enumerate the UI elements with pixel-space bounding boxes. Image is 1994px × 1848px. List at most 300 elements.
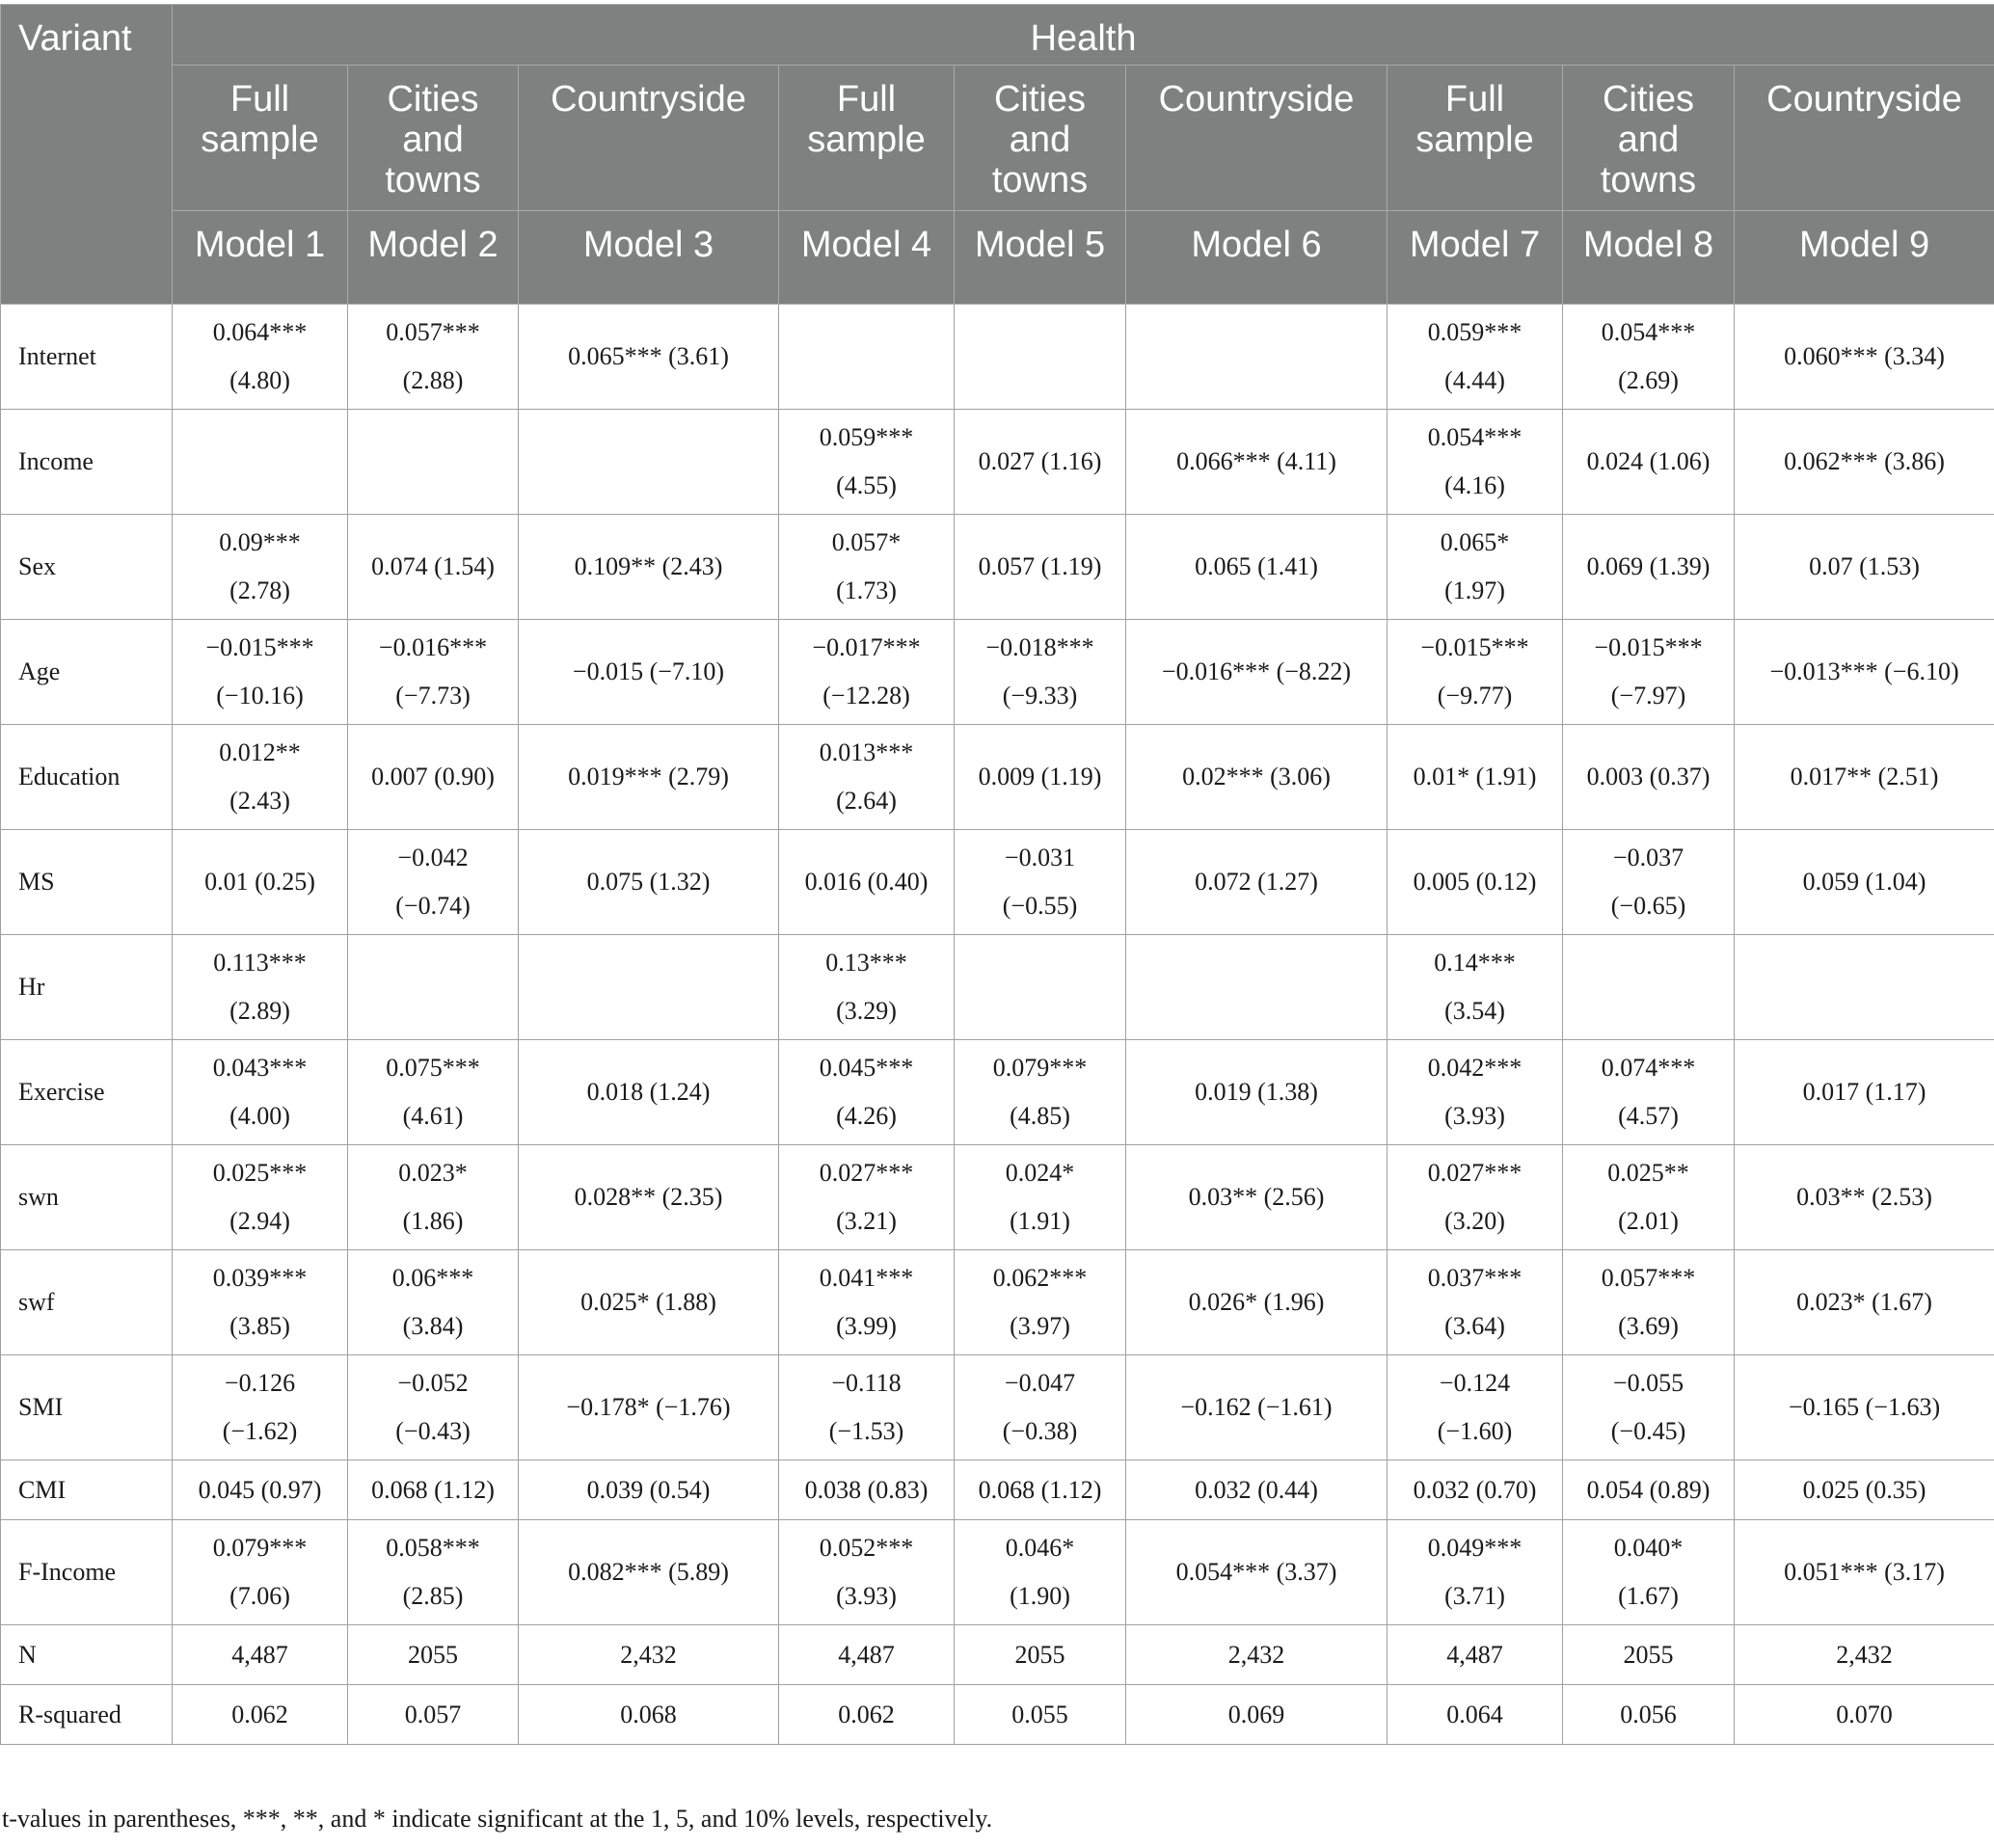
model-header: Model 5 bbox=[955, 211, 1126, 305]
table-cell bbox=[955, 1145, 1126, 1250]
cell-estimate: 0.072 (1.27) bbox=[1195, 868, 1318, 896]
cell-estimate: 0.018 (1.24) bbox=[586, 1078, 711, 1106]
table-row bbox=[1, 515, 1994, 620]
model-header: Model 4 bbox=[779, 211, 955, 305]
table-row bbox=[1, 725, 1994, 830]
table-cell bbox=[955, 305, 1126, 410]
cell-estimate: 0.062 bbox=[231, 1700, 288, 1728]
model-header: Model 8 bbox=[1563, 211, 1735, 305]
table-cell bbox=[1735, 515, 1994, 620]
cell-tvalue: (3.93) bbox=[1444, 1102, 1505, 1130]
cell-tvalue: (2.88) bbox=[402, 366, 464, 394]
table-cell bbox=[1563, 620, 1735, 725]
cell-estimate: 0.027*** bbox=[1427, 1159, 1522, 1187]
cell-tvalue: (−7.73) bbox=[395, 682, 471, 710]
table-row bbox=[1, 1520, 1994, 1625]
cell-estimate: 0.027*** bbox=[819, 1159, 914, 1187]
cell-estimate: 0.069 bbox=[1227, 1700, 1285, 1728]
row-label: swn bbox=[1, 1145, 173, 1250]
table-cell bbox=[1126, 1250, 1388, 1355]
table-cell bbox=[173, 1355, 348, 1460]
cell-tvalue: (−7.97) bbox=[1610, 682, 1686, 710]
cell-estimate: 0.016 (0.40) bbox=[804, 868, 929, 896]
cell-estimate: 0.057*** bbox=[1601, 1264, 1696, 1292]
table-cell bbox=[173, 410, 348, 515]
sample-header: Cities and towns bbox=[955, 66, 1126, 211]
table-cell bbox=[1388, 725, 1563, 830]
cell-estimate: 0.019 (1.38) bbox=[1195, 1078, 1318, 1106]
table-cell bbox=[348, 515, 519, 620]
table-cell bbox=[173, 1145, 348, 1250]
cell-tvalue: (2.89) bbox=[229, 997, 290, 1025]
table-cell bbox=[1735, 725, 1994, 830]
cell-estimate: 0.03** (2.53) bbox=[1796, 1183, 1932, 1211]
table-cell bbox=[1735, 1250, 1994, 1355]
cell-estimate: −0.015*** bbox=[205, 633, 314, 661]
table-cell bbox=[1126, 1355, 1388, 1460]
cell-tvalue: (3.54) bbox=[1444, 997, 1505, 1025]
table-row bbox=[1, 1145, 1994, 1250]
cell-estimate: 0.046* bbox=[1005, 1534, 1075, 1562]
table-cell bbox=[779, 1145, 955, 1250]
table-cell bbox=[519, 935, 779, 1040]
table-cell bbox=[519, 1040, 779, 1145]
cell-estimate: 0.025** bbox=[1607, 1159, 1689, 1187]
cell-estimate: 0.09*** bbox=[219, 528, 301, 556]
table-cell bbox=[1735, 1520, 1994, 1625]
table-cell bbox=[1388, 515, 1563, 620]
table-cell bbox=[955, 1040, 1126, 1145]
table-cell bbox=[1388, 830, 1563, 935]
sample-header: Countryside bbox=[1126, 66, 1388, 211]
cell-estimate: −0.013*** (−6.10) bbox=[1769, 657, 1959, 685]
table-cell bbox=[1563, 1685, 1735, 1745]
table-cell bbox=[173, 935, 348, 1040]
table-cell bbox=[348, 305, 519, 410]
cell-estimate: 4,487 bbox=[838, 1640, 895, 1669]
cell-tvalue: (7.06) bbox=[229, 1582, 290, 1610]
cell-tvalue: (3.71) bbox=[1444, 1582, 1505, 1610]
model-header: Model 1 bbox=[173, 211, 348, 305]
cell-estimate: 0.013*** bbox=[819, 738, 914, 766]
cell-estimate: −0.037 bbox=[1612, 844, 1684, 871]
cell-tvalue: (2.69) bbox=[1618, 366, 1679, 394]
cell-tvalue: (3.20) bbox=[1444, 1207, 1505, 1235]
table-cell bbox=[955, 1355, 1126, 1460]
cell-estimate: 0.13*** bbox=[825, 949, 907, 977]
cell-estimate: 0.057* bbox=[831, 528, 902, 556]
cell-estimate: −0.042 bbox=[397, 844, 469, 871]
model-header: Model 6 bbox=[1126, 211, 1388, 305]
cell-estimate: 0.019*** (2.79) bbox=[568, 763, 729, 790]
cell-estimate: −0.052 bbox=[397, 1369, 469, 1397]
cell-estimate: −0.178* (−1.76) bbox=[566, 1393, 731, 1421]
table-cell bbox=[348, 830, 519, 935]
cell-tvalue: (1.73) bbox=[836, 576, 897, 604]
table-cell bbox=[779, 515, 955, 620]
cell-tvalue: (2.43) bbox=[229, 787, 290, 815]
regression-table-container bbox=[0, 4, 1994, 1745]
cell-estimate: 0.06*** bbox=[391, 1264, 474, 1292]
table-cell bbox=[1735, 1145, 1994, 1250]
table-cell bbox=[348, 935, 519, 1040]
cell-estimate: 0.079*** bbox=[212, 1534, 308, 1562]
cell-tvalue: (4.44) bbox=[1444, 366, 1505, 394]
table-cell bbox=[1126, 515, 1388, 620]
cell-tvalue: (1.97) bbox=[1444, 576, 1505, 604]
cell-estimate: 0.017** (2.51) bbox=[1790, 763, 1939, 790]
cell-tvalue: (−0.38) bbox=[1002, 1417, 1078, 1445]
cell-tvalue: (3.29) bbox=[836, 997, 897, 1025]
cell-estimate: 0.012** bbox=[219, 738, 301, 766]
cell-tvalue: (3.69) bbox=[1618, 1312, 1679, 1340]
cell-estimate: 2,432 bbox=[620, 1640, 677, 1669]
cell-tvalue: (−9.77) bbox=[1437, 682, 1513, 710]
table-cell bbox=[348, 410, 519, 515]
model-header: Model 3 bbox=[519, 211, 779, 305]
table-cell bbox=[519, 410, 779, 515]
table-cell bbox=[348, 1250, 519, 1355]
table-row bbox=[1, 935, 1994, 1040]
cell-estimate: 0.070 bbox=[1836, 1700, 1893, 1728]
cell-estimate: 0.062 bbox=[838, 1700, 895, 1728]
cell-tvalue: (−0.74) bbox=[395, 892, 471, 920]
cell-estimate: 0.003 (0.37) bbox=[1586, 763, 1711, 790]
cell-estimate: 0.005 (0.12) bbox=[1413, 868, 1537, 896]
table-cell bbox=[1126, 1040, 1388, 1145]
cell-estimate: −0.055 bbox=[1612, 1369, 1684, 1397]
table-row bbox=[1, 620, 1994, 725]
table-row bbox=[1, 1040, 1994, 1145]
table-row bbox=[1, 1625, 1994, 1685]
cell-estimate: 0.007 (0.90) bbox=[371, 763, 495, 790]
cell-estimate: 0.009 (1.19) bbox=[978, 763, 1102, 790]
cell-tvalue: (4.00) bbox=[229, 1102, 290, 1130]
cell-tvalue: (3.84) bbox=[402, 1312, 464, 1340]
table-cell bbox=[779, 1520, 955, 1625]
sample-header: Countryside bbox=[1735, 66, 1994, 211]
cell-estimate: 0.040* bbox=[1613, 1534, 1684, 1562]
table-cell bbox=[955, 935, 1126, 1040]
cell-estimate: 2,432 bbox=[1227, 1640, 1285, 1669]
table-cell bbox=[1563, 935, 1735, 1040]
table-cell bbox=[779, 305, 955, 410]
cell-estimate: 0.045*** bbox=[819, 1054, 914, 1082]
cell-estimate: 0.068 bbox=[620, 1700, 677, 1728]
table-cell bbox=[519, 1460, 779, 1520]
cell-estimate: 0.03** (2.56) bbox=[1188, 1183, 1325, 1211]
cell-tvalue: (−10.16) bbox=[216, 682, 304, 710]
table-cell bbox=[173, 620, 348, 725]
row-label: swf bbox=[1, 1250, 173, 1355]
cell-estimate: 0.041*** bbox=[819, 1264, 914, 1292]
table-cell bbox=[1388, 1040, 1563, 1145]
table-cell bbox=[173, 1250, 348, 1355]
table-cell bbox=[519, 1355, 779, 1460]
table-cell bbox=[519, 1520, 779, 1625]
table-cell bbox=[1388, 935, 1563, 1040]
table-cell bbox=[348, 1145, 519, 1250]
table-body bbox=[1, 305, 1994, 1745]
row-label: Hr bbox=[1, 935, 173, 1040]
table-cell bbox=[173, 1040, 348, 1145]
table-cell bbox=[1126, 1685, 1388, 1745]
cell-estimate: 0.068 (1.12) bbox=[371, 1475, 495, 1504]
cell-estimate: 0.017 (1.17) bbox=[1802, 1078, 1927, 1106]
table-cell bbox=[348, 1040, 519, 1145]
cell-estimate: 0.074 (1.54) bbox=[371, 552, 495, 580]
cell-estimate: 0.057*** bbox=[386, 318, 480, 346]
cell-estimate: −0.018*** bbox=[985, 633, 1094, 661]
table-row bbox=[1, 305, 1994, 410]
table-cell bbox=[519, 515, 779, 620]
table-cell bbox=[1126, 1460, 1388, 1520]
table-cell bbox=[779, 1250, 955, 1355]
table-cell bbox=[173, 305, 348, 410]
cell-estimate: 0.023* (1.67) bbox=[1796, 1288, 1932, 1316]
table-footnote: t-values in parentheses, ***, **, and * indicate significant at the 1, 5, and 10% levels, respectively. bbox=[2, 1805, 993, 1833]
table-cell bbox=[348, 1625, 519, 1685]
table-cell bbox=[1126, 1145, 1388, 1250]
cell-tvalue: (−0.65) bbox=[1610, 892, 1686, 920]
table-cell bbox=[1563, 1040, 1735, 1145]
cell-estimate: −0.015 (−7.10) bbox=[572, 657, 725, 685]
table-cell bbox=[1388, 1460, 1563, 1520]
cell-tvalue: (−0.43) bbox=[395, 1417, 471, 1445]
cell-estimate: 0.07 (1.53) bbox=[1809, 552, 1920, 580]
cell-estimate: 0.082*** (5.89) bbox=[568, 1558, 729, 1586]
cell-estimate: 0.113*** bbox=[213, 949, 307, 977]
table-cell bbox=[779, 1355, 955, 1460]
cell-tvalue: (3.93) bbox=[836, 1582, 897, 1610]
cell-estimate: 0.058*** bbox=[386, 1534, 480, 1562]
cell-estimate: 0.051*** (3.17) bbox=[1784, 1558, 1945, 1586]
cell-estimate: 0.039 (0.54) bbox=[586, 1475, 711, 1504]
cell-estimate: 0.025 (0.35) bbox=[1802, 1475, 1927, 1504]
table-cell bbox=[348, 1355, 519, 1460]
table-cell bbox=[1126, 725, 1388, 830]
cell-estimate: −0.015*** bbox=[1420, 633, 1529, 661]
table-cell bbox=[955, 1685, 1126, 1745]
row-label: Age bbox=[1, 620, 173, 725]
table-cell bbox=[1388, 1145, 1563, 1250]
table-cell bbox=[955, 1250, 1126, 1355]
cell-estimate: 0.023* bbox=[398, 1159, 468, 1187]
cell-estimate: −0.031 bbox=[1004, 844, 1076, 871]
table-cell bbox=[779, 935, 955, 1040]
table-cell bbox=[519, 1685, 779, 1745]
cell-estimate: −0.016*** (−8.22) bbox=[1161, 657, 1352, 685]
table-cell bbox=[1735, 620, 1994, 725]
cell-estimate: 0.01* (1.91) bbox=[1413, 763, 1537, 790]
table-cell bbox=[1126, 830, 1388, 935]
row-label: Sex bbox=[1, 515, 173, 620]
group-header: Health bbox=[173, 5, 1994, 66]
cell-estimate: 0.024* bbox=[1005, 1159, 1075, 1187]
table-cell bbox=[1735, 935, 1994, 1040]
model-header: Model 9 bbox=[1735, 211, 1994, 305]
table-cell bbox=[779, 1625, 955, 1685]
cell-estimate: 0.025* (1.88) bbox=[580, 1288, 716, 1316]
table-cell bbox=[955, 830, 1126, 935]
cell-estimate: 0.02*** (3.06) bbox=[1182, 763, 1331, 790]
cell-tvalue: (4.85) bbox=[1010, 1102, 1070, 1130]
table-row bbox=[1, 830, 1994, 935]
table-cell bbox=[1126, 1625, 1388, 1685]
table-cell bbox=[1388, 620, 1563, 725]
table-cell bbox=[519, 725, 779, 830]
table-cell bbox=[1735, 1040, 1994, 1145]
cell-tvalue: (4.80) bbox=[229, 366, 290, 394]
table-cell bbox=[779, 410, 955, 515]
cell-tvalue: (3.64) bbox=[1444, 1312, 1505, 1340]
table-row bbox=[1, 410, 1994, 515]
cell-tvalue: (3.99) bbox=[836, 1312, 897, 1340]
cell-estimate: 0.024 (1.06) bbox=[1586, 447, 1711, 475]
cell-estimate: 0.068 (1.12) bbox=[978, 1475, 1102, 1504]
table-cell bbox=[1388, 1520, 1563, 1625]
header-row-samples bbox=[1, 66, 1994, 211]
cell-estimate: 2055 bbox=[1623, 1640, 1674, 1669]
cell-estimate: 0.075 (1.32) bbox=[586, 868, 711, 896]
cell-estimate: −0.015*** bbox=[1594, 633, 1703, 661]
cell-estimate: 2,432 bbox=[1836, 1640, 1893, 1669]
sample-header: Countryside bbox=[519, 66, 779, 211]
table-cell bbox=[1735, 410, 1994, 515]
cell-estimate: 0.045 (0.97) bbox=[198, 1475, 322, 1504]
header-row-group bbox=[1, 5, 1994, 66]
cell-estimate: 0.075*** bbox=[386, 1054, 480, 1082]
cell-estimate: 0.052*** bbox=[819, 1534, 914, 1562]
table-cell bbox=[1563, 830, 1735, 935]
row-label: Exercise bbox=[1, 1040, 173, 1145]
cell-estimate: 0.049*** bbox=[1427, 1534, 1522, 1562]
table-cell bbox=[1126, 305, 1388, 410]
cell-estimate: 0.109** (2.43) bbox=[574, 552, 723, 580]
row-label: Internet bbox=[1, 305, 173, 410]
table-cell bbox=[1388, 305, 1563, 410]
cell-estimate: 0.054 (0.89) bbox=[1586, 1475, 1711, 1504]
table-header bbox=[1, 5, 1994, 305]
table-cell bbox=[348, 620, 519, 725]
cell-tvalue: (2.85) bbox=[402, 1582, 464, 1610]
sample-header: Full sample bbox=[779, 66, 955, 211]
table-cell bbox=[519, 1145, 779, 1250]
table-cell bbox=[1563, 1145, 1735, 1250]
table-cell bbox=[1563, 1355, 1735, 1460]
sample-header: Cities and towns bbox=[348, 66, 519, 211]
table-cell bbox=[519, 1625, 779, 1685]
cell-estimate: 0.043*** bbox=[212, 1054, 308, 1082]
table-cell bbox=[779, 725, 955, 830]
table-cell bbox=[1563, 1250, 1735, 1355]
cell-estimate: 0.054*** bbox=[1427, 423, 1522, 451]
table-cell bbox=[779, 620, 955, 725]
table-cell bbox=[1563, 305, 1735, 410]
cell-estimate: −0.124 bbox=[1439, 1369, 1511, 1397]
table-cell bbox=[173, 1460, 348, 1520]
table-row bbox=[1, 1460, 1994, 1520]
cell-estimate: 0.065* bbox=[1440, 528, 1510, 556]
table-cell bbox=[348, 725, 519, 830]
cell-tvalue: (4.26) bbox=[836, 1102, 897, 1130]
cell-tvalue: (2.01) bbox=[1618, 1207, 1679, 1235]
cell-estimate: 0.055 bbox=[1011, 1700, 1068, 1728]
cell-estimate: 0.025*** bbox=[212, 1159, 308, 1187]
cell-estimate: 0.01 (0.25) bbox=[204, 868, 315, 896]
cell-estimate: −0.126 bbox=[224, 1369, 296, 1397]
cell-tvalue: (3.21) bbox=[836, 1207, 897, 1235]
cell-tvalue: (4.61) bbox=[402, 1102, 464, 1130]
cell-tvalue: (4.57) bbox=[1618, 1102, 1679, 1130]
table-cell bbox=[1388, 1685, 1563, 1745]
cell-estimate: 4,487 bbox=[231, 1640, 288, 1669]
cell-estimate: −0.047 bbox=[1004, 1369, 1076, 1397]
cell-estimate: −0.017*** bbox=[812, 633, 921, 661]
table-cell bbox=[1563, 1460, 1735, 1520]
table-cell bbox=[173, 1625, 348, 1685]
cell-estimate: 0.066*** (4.11) bbox=[1176, 447, 1336, 475]
table-cell bbox=[779, 1040, 955, 1145]
cell-tvalue: (−9.33) bbox=[1002, 682, 1078, 710]
table-cell bbox=[173, 830, 348, 935]
cell-estimate: 0.060*** (3.34) bbox=[1784, 342, 1945, 370]
table-cell bbox=[955, 1520, 1126, 1625]
cell-estimate: 0.056 bbox=[1620, 1700, 1677, 1728]
table-cell bbox=[173, 1685, 348, 1745]
row-label: SMI bbox=[1, 1355, 173, 1460]
table-cell bbox=[1126, 410, 1388, 515]
table-row bbox=[1, 1685, 1994, 1745]
cell-estimate: 0.057 bbox=[404, 1700, 462, 1728]
regression-table bbox=[0, 4, 1994, 1745]
table-cell bbox=[519, 305, 779, 410]
table-row bbox=[1, 1250, 1994, 1355]
cell-estimate: −0.016*** bbox=[378, 633, 488, 661]
table-cell bbox=[173, 515, 348, 620]
cell-estimate: 0.032 (0.44) bbox=[1195, 1475, 1318, 1504]
table-cell bbox=[779, 1460, 955, 1520]
row-label: N bbox=[1, 1625, 173, 1685]
cell-tvalue: (−1.60) bbox=[1437, 1417, 1513, 1445]
table-cell bbox=[1563, 725, 1735, 830]
cell-tvalue: (1.67) bbox=[1618, 1582, 1679, 1610]
sample-header: Full sample bbox=[173, 66, 348, 211]
table-cell bbox=[1126, 935, 1388, 1040]
table-cell bbox=[348, 1460, 519, 1520]
table-cell bbox=[1735, 1355, 1994, 1460]
cell-estimate: 0.026* (1.96) bbox=[1188, 1288, 1325, 1316]
row-label: R-squared bbox=[1, 1685, 173, 1745]
cell-estimate: 0.074*** bbox=[1601, 1054, 1696, 1082]
table-cell bbox=[1735, 830, 1994, 935]
cell-estimate: 0.059 (1.04) bbox=[1802, 868, 1927, 896]
cell-tvalue: (4.55) bbox=[836, 471, 897, 499]
cell-tvalue: (2.64) bbox=[836, 787, 897, 815]
table-cell bbox=[955, 1625, 1126, 1685]
table-cell bbox=[348, 1520, 519, 1625]
cell-tvalue: (1.86) bbox=[402, 1207, 464, 1235]
cell-tvalue: (4.16) bbox=[1444, 471, 1505, 499]
cell-estimate: −0.165 (−1.63) bbox=[1788, 1393, 1941, 1421]
table-cell bbox=[779, 1685, 955, 1745]
cell-estimate: 0.059*** bbox=[1427, 318, 1522, 346]
table-cell bbox=[1126, 1520, 1388, 1625]
cell-estimate: 0.054*** (3.37) bbox=[1175, 1558, 1337, 1586]
cell-tvalue: (−1.62) bbox=[222, 1417, 298, 1445]
cell-tvalue: (2.94) bbox=[229, 1207, 290, 1235]
table-cell bbox=[519, 620, 779, 725]
